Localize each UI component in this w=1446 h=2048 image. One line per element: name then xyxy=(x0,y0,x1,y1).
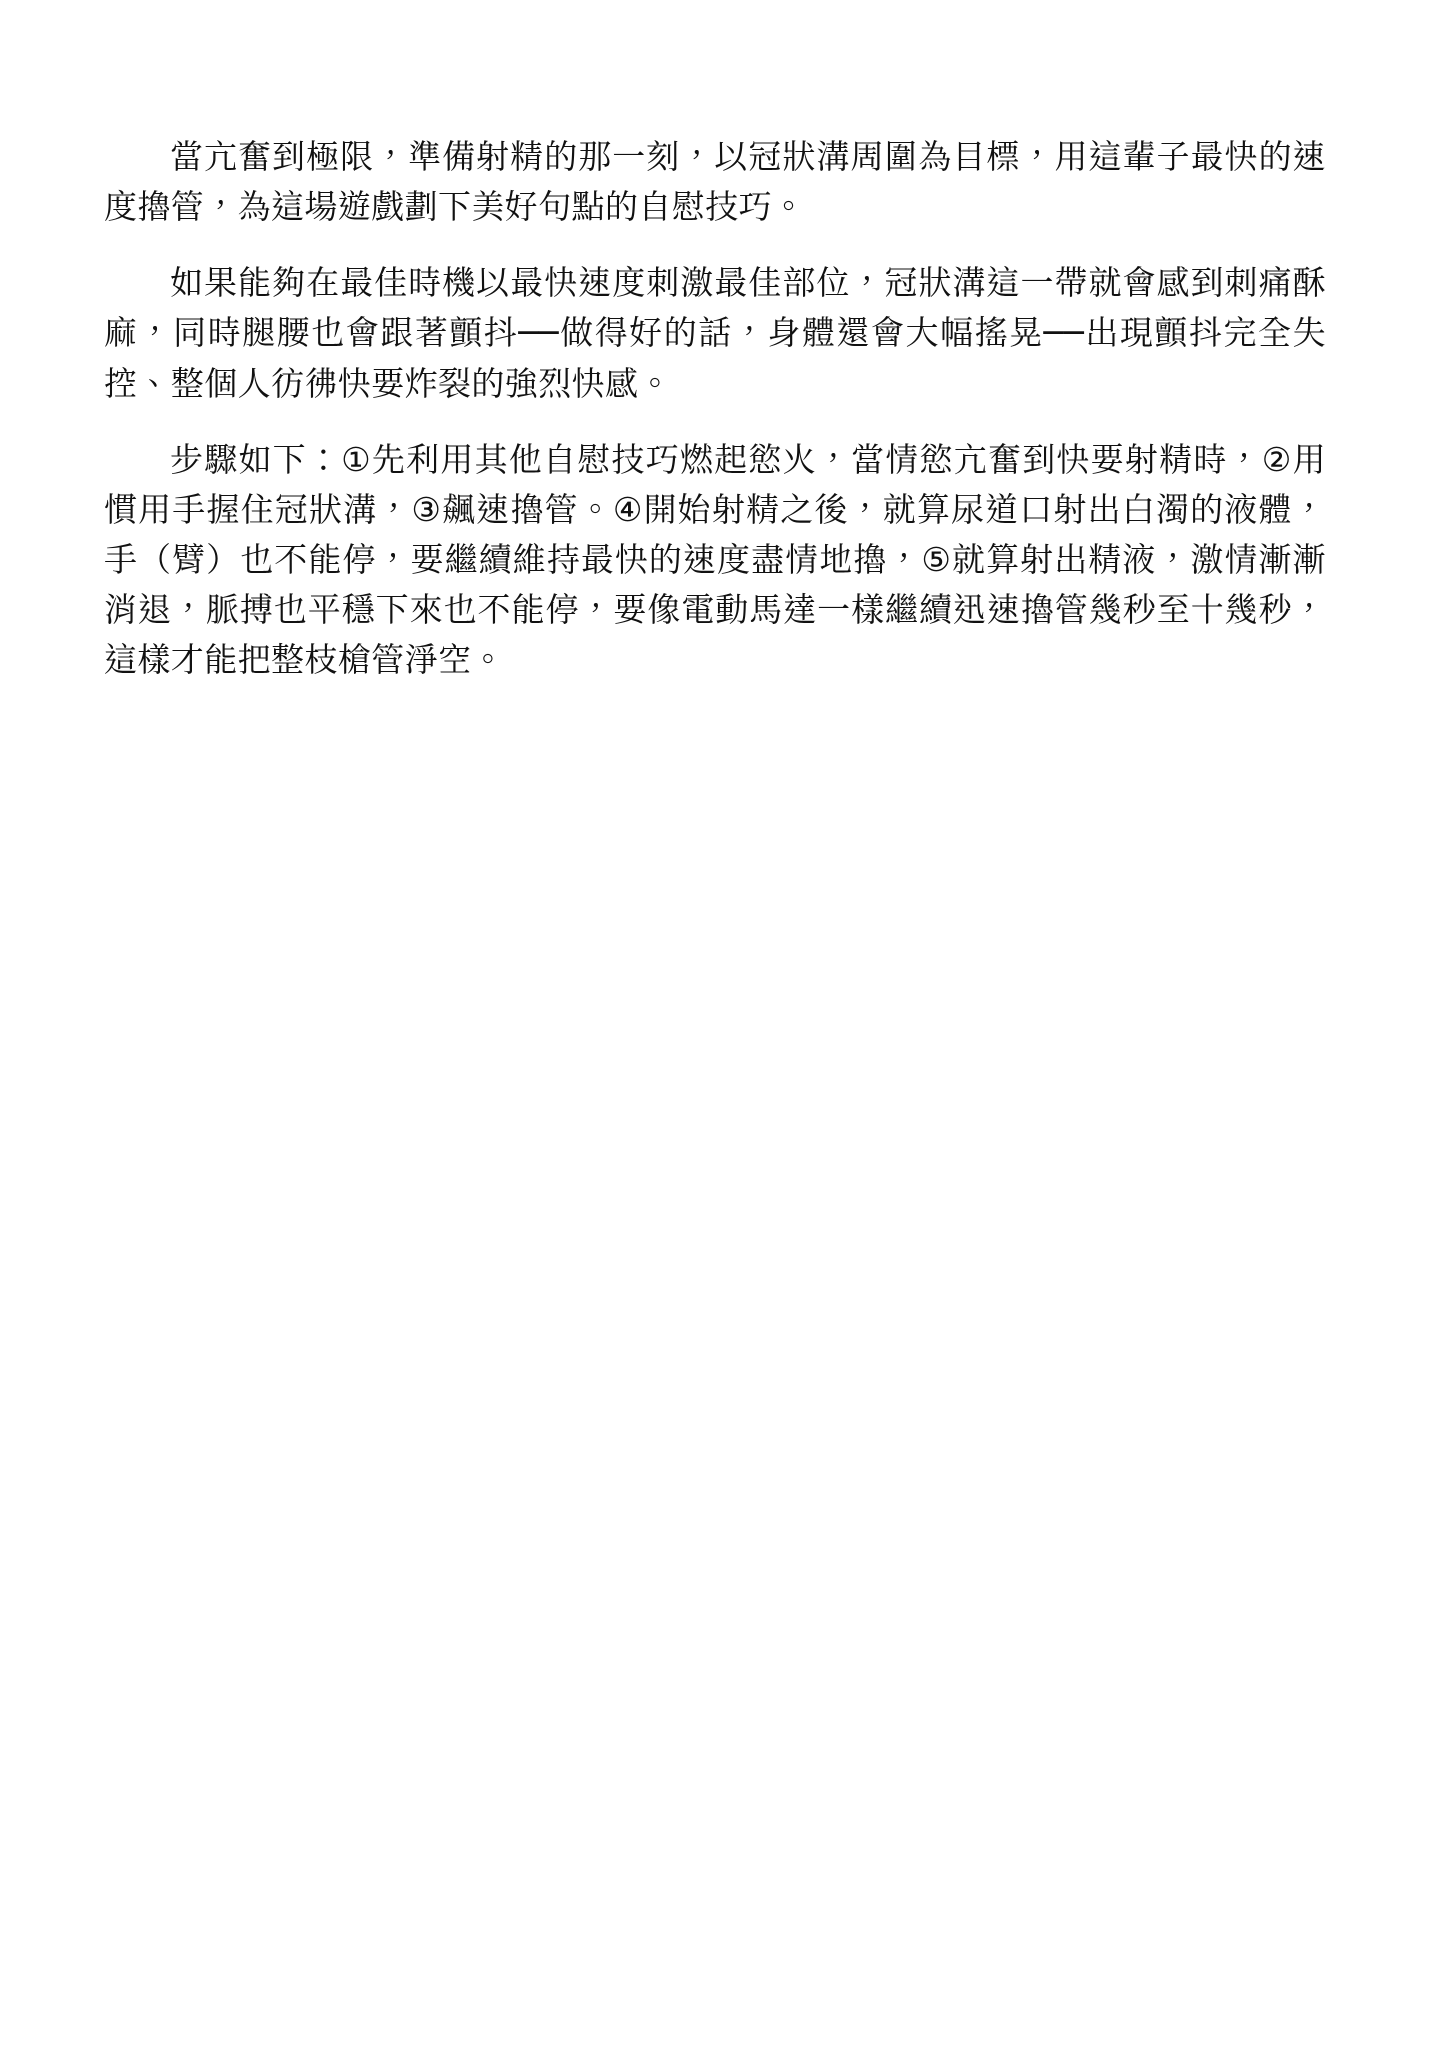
paragraph-2: 如果能夠在最佳時機以最快速度刺激最佳部位，冠狀溝這一帶就會感到刺痛酥麻，同時腿腰也會跟著顫抖──做得好的話，身體還會大幅搖晃──出現顫抖完全失控、整個人彷彿快要炸裂的強烈快感。 xyxy=(104,263,1326,403)
paragraph-1: 當亢奮到極限，準備射精的那一刻，以冠狀溝周圍為目標，用這輩子最快的速度擼管，為這場遊戲劃下美好句點的自慰技巧。 xyxy=(104,137,1326,227)
document-text-body xyxy=(104,132,1326,686)
paragraph-3: 步驟如下：①先利用其他自慰技巧燃起慾火，當情慾亢奮到快要射精時，②用慣用手握住冠狀溝，③飆速擼管。④開始射精之後，就算尿道口射出白濁的液體，手（臂）也不能停，要繼續維持最快的速度盡情地擼，⑤就算射出精液，激情漸漸消退，脈搏也平穩下來也不能停，要像電動馬達一樣繼續迅速擼管幾秒至十幾秒，這樣才能把整枝槍管淨空。 xyxy=(104,439,1326,680)
